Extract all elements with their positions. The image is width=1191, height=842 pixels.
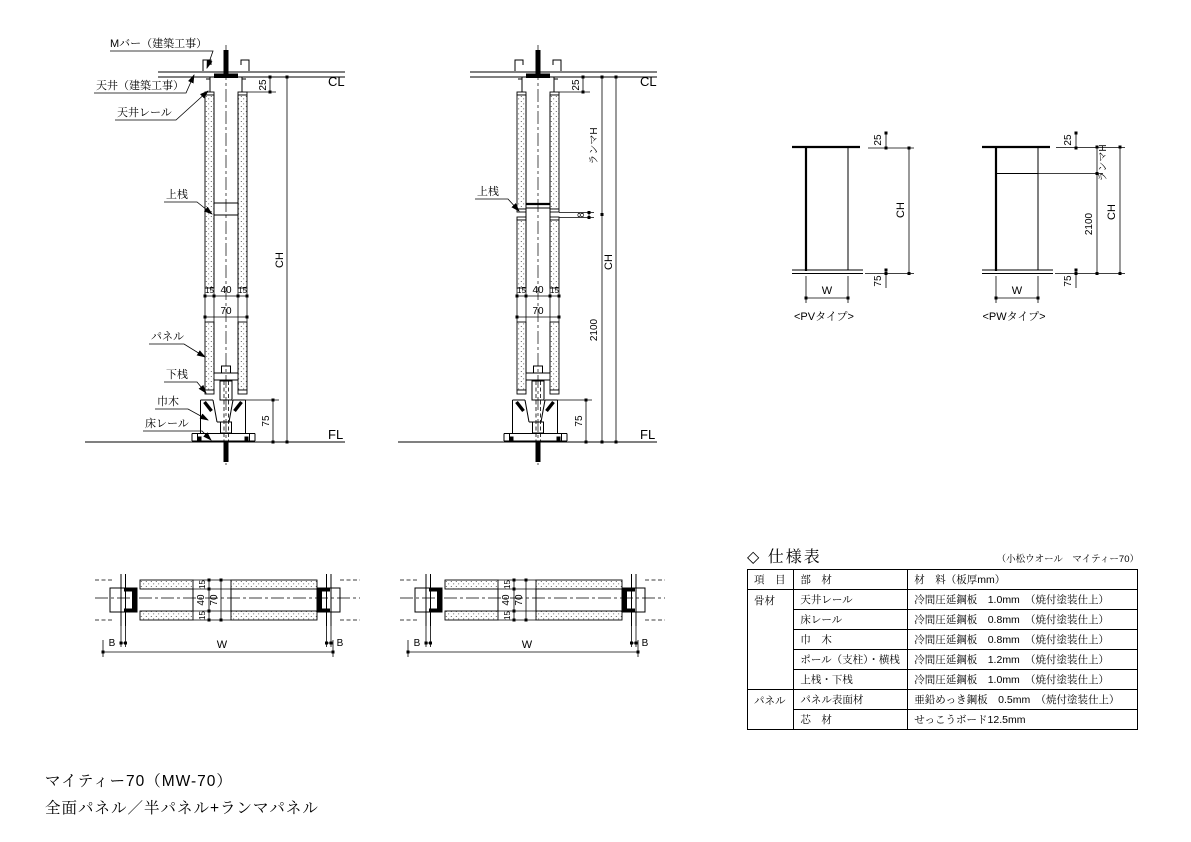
label-skirting: 巾木	[157, 396, 179, 408]
spec-part: 天井レール	[794, 590, 908, 610]
spec-row	[748, 690, 1138, 710]
dim-70: 70	[514, 594, 525, 606]
spec-material: 亜鉛めっき鋼板 0.5mm （焼付塗装仕上）	[908, 690, 1138, 710]
plan-section-1	[95, 574, 360, 657]
dim-b-left: B	[413, 638, 421, 649]
label-top-rail: 上桟	[166, 189, 188, 201]
label-ceiling-rail: 天井レール	[117, 107, 172, 119]
dim-w: W	[1011, 285, 1023, 297]
panel-right	[238, 95, 247, 288]
dim-ranma-h: ランマH	[1098, 144, 1109, 182]
dim-70: 70	[209, 594, 220, 606]
cl-label: CL	[328, 74, 345, 89]
spec-part: 巾 木	[794, 630, 908, 650]
spec-part: 芯 材	[794, 710, 908, 730]
spec-row	[748, 650, 1138, 670]
spec-table-subtitle: （小松ウオール マイティー70）	[996, 554, 1139, 565]
hanger-bolt	[224, 50, 229, 77]
label-mbar: Mバー（建築工事）	[110, 38, 208, 50]
spec-category-panel: パネル	[748, 690, 794, 730]
product-title: マイティー70（MW-70）	[45, 773, 233, 790]
spec-material: 冷間圧延鋼板 0.8mm （焼付塗装仕上）	[908, 610, 1138, 630]
dim-b-left: B	[108, 638, 116, 649]
ranma-panel-left	[517, 95, 526, 209]
dim-w: W	[521, 639, 533, 651]
mbar-bracket-left	[203, 60, 211, 71]
label-panel: パネル	[151, 331, 184, 343]
spec-table-block	[747, 544, 1139, 730]
spec-table	[747, 569, 1138, 730]
cl-label: CL	[640, 74, 657, 89]
elevation-pv	[792, 133, 914, 323]
dim-40: 40	[220, 285, 232, 296]
dim-ch: CH	[1106, 204, 1118, 220]
dim-ch: CH	[895, 202, 907, 218]
dim-b-right: B	[641, 638, 649, 649]
dim-15-top: 15	[198, 580, 207, 589]
label-ceiling: 天井（建築工事）	[96, 80, 184, 92]
dim-2100: 2100	[1084, 212, 1095, 236]
dim-15-right: 15	[238, 286, 247, 295]
spec-col-material: 材 料（板厚mm）	[908, 570, 1138, 590]
dim-w: W	[216, 639, 228, 651]
product-subtitle: 全面パネル／半パネル+ランマパネル	[45, 800, 319, 817]
elevation-pw	[982, 133, 1125, 323]
panel-left	[205, 95, 214, 288]
plan-section-2	[400, 574, 665, 657]
fl-label: FL	[640, 427, 656, 442]
spec-material: 冷間圧延鋼板 0.8mm （焼付塗装仕上）	[908, 630, 1138, 650]
dim-15-left: 15	[205, 286, 214, 295]
dim-15-bottom: 15	[198, 611, 207, 620]
label-bottom-rail: 下桟	[166, 369, 188, 381]
dim-40: 40	[532, 285, 544, 296]
spec-part: 上桟・下桟	[794, 670, 908, 690]
spec-part: 床レール	[794, 610, 908, 630]
dim-75: 75	[574, 415, 585, 427]
label-floor-rail: 床レール	[145, 418, 189, 430]
spec-category-frame: 骨材	[748, 590, 794, 690]
dim-ranma-h: ランマH	[589, 127, 600, 165]
pv-type-label: <PVタイプ>	[794, 311, 854, 323]
spec-material: 冷間圧延鋼板 1.0mm （焼付塗装仕上）	[908, 590, 1138, 610]
spec-part: ポール（支柱）・横桟	[794, 650, 908, 670]
spec-col-part: 部 材	[794, 570, 908, 590]
dim-25: 25	[873, 134, 884, 146]
spec-row	[748, 610, 1138, 630]
ranma-panel-right	[550, 95, 559, 209]
mbar-bracket-right	[241, 60, 249, 71]
section-ranma-panel	[398, 45, 657, 465]
spec-table-title: ◇ 仕様表	[747, 549, 822, 566]
dim-8: 8	[576, 212, 586, 218]
dim-15-left: 15	[517, 286, 526, 295]
dim-75: 75	[261, 415, 272, 427]
dim-40: 40	[501, 594, 512, 606]
spec-header-row	[748, 570, 1138, 590]
dim-ch: CH	[603, 254, 615, 270]
spec-material: 冷間圧延鋼板 1.0mm （焼付塗装仕上）	[908, 670, 1138, 690]
spec-material: せっこうボード12.5mm	[908, 710, 1138, 730]
spec-col-item: 項 目	[748, 570, 794, 590]
spec-table-header	[747, 544, 1139, 567]
section-full-panel	[85, 36, 345, 465]
sheet-title-block	[45, 768, 319, 822]
label-top-rail: 上桟	[477, 186, 499, 198]
dim-70: 70	[220, 306, 232, 317]
dim-15-right: 15	[550, 286, 559, 295]
dim-15-top: 15	[503, 580, 512, 589]
spec-material: 冷間圧延鋼板 1.2mm （焼付塗装仕上）	[908, 650, 1138, 670]
dim-25: 25	[1063, 134, 1074, 146]
dim-40: 40	[196, 594, 207, 606]
dim-b-right: B	[336, 638, 344, 649]
fl-label: FL	[328, 427, 344, 442]
spec-part: パネル表面材	[794, 690, 908, 710]
spec-row	[748, 630, 1138, 650]
dim-75: 75	[1063, 275, 1074, 287]
dim-25: 25	[571, 79, 582, 91]
dim-w: W	[821, 285, 833, 297]
pw-type-label: <PWタイプ>	[982, 311, 1046, 323]
dim-ch: CH	[274, 252, 286, 268]
dim-15-bottom: 15	[503, 611, 512, 620]
dim-75: 75	[873, 275, 884, 287]
spec-row	[748, 670, 1138, 690]
dim-70: 70	[532, 306, 544, 317]
spec-row	[748, 590, 1138, 610]
ceiling-rail-flange	[214, 74, 238, 79]
spec-row	[748, 710, 1138, 730]
dim-25: 25	[258, 79, 269, 91]
dim-2100: 2100	[589, 318, 600, 342]
